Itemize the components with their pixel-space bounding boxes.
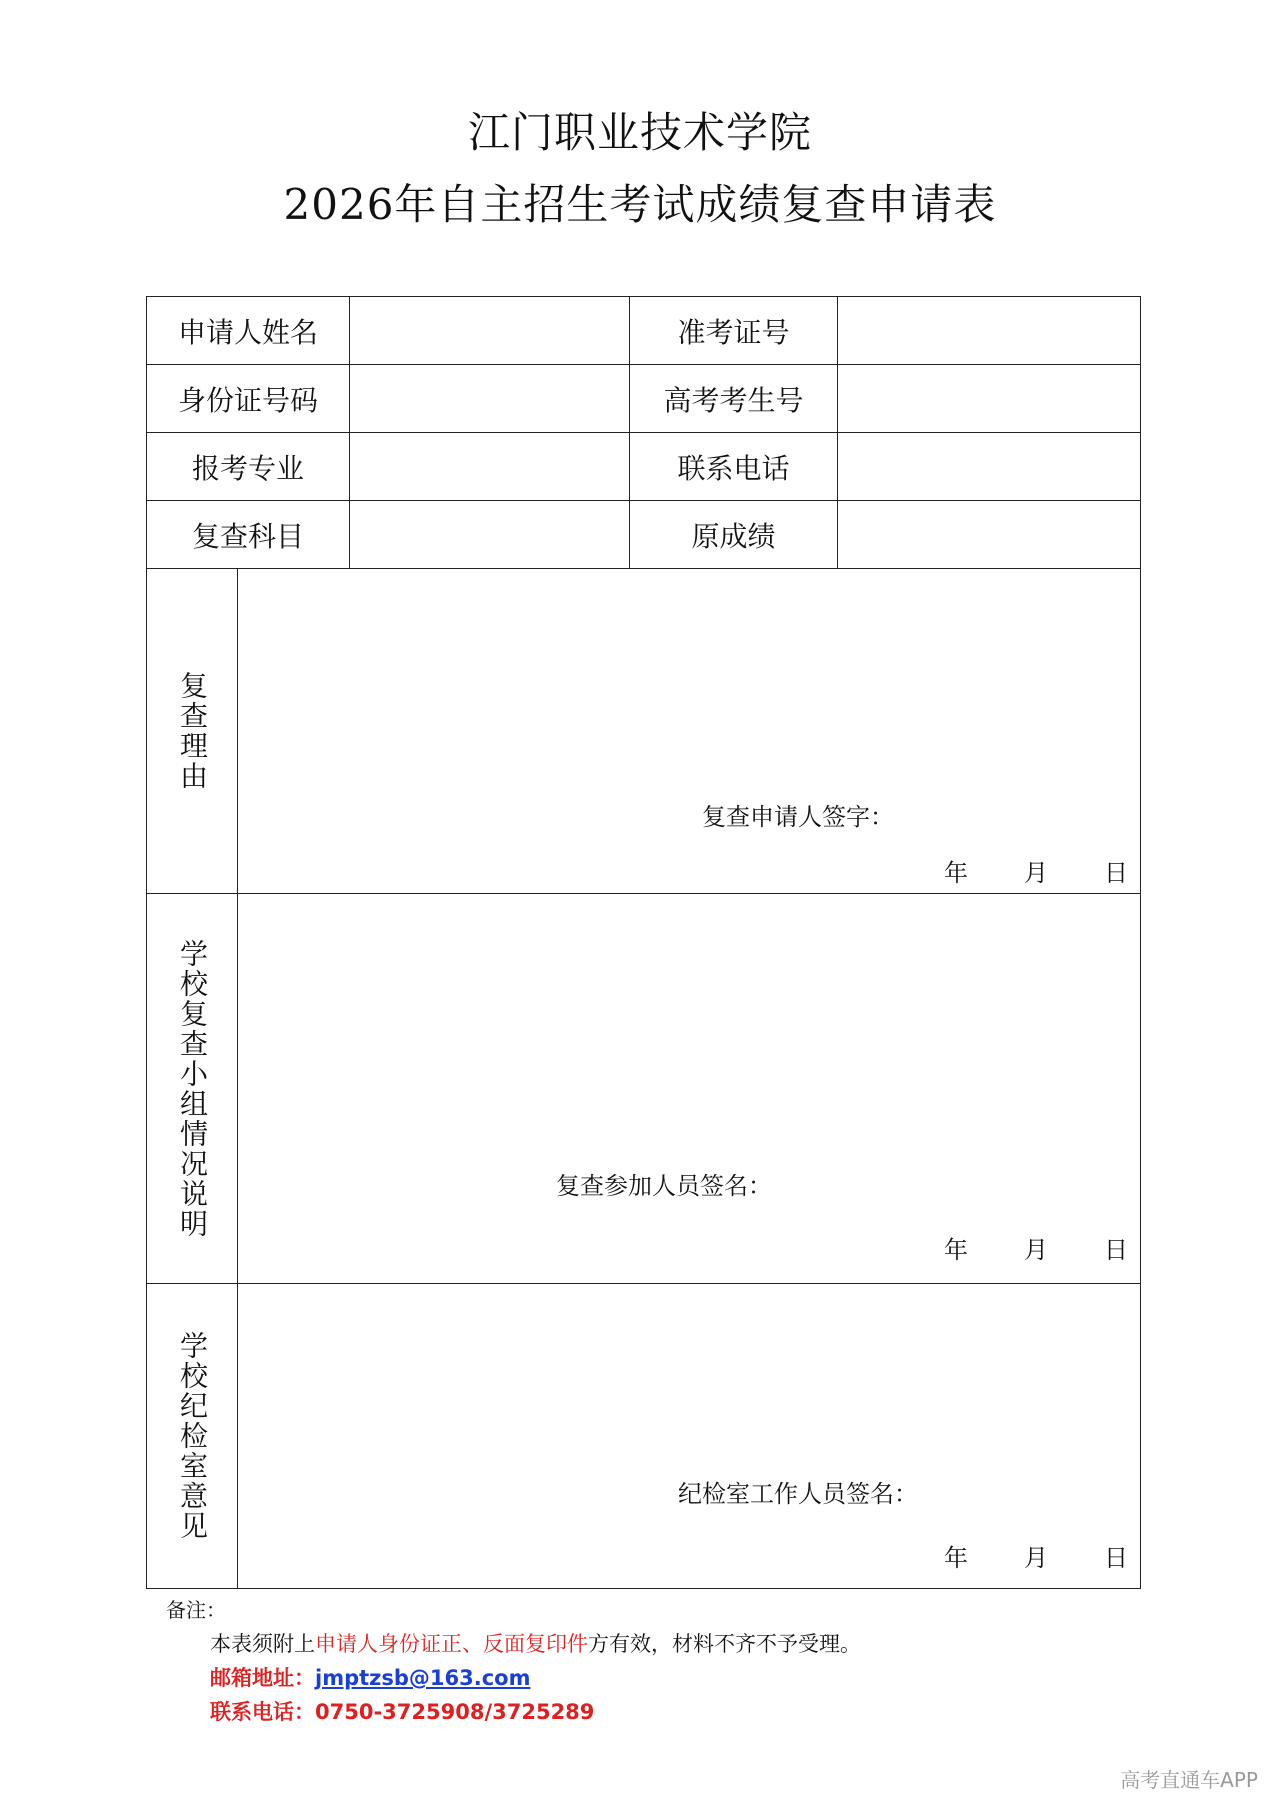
- label-applicant-name: 申请人姓名: [147, 297, 350, 365]
- note-phone-label: 联系电话：: [210, 1700, 315, 1724]
- input-major[interactable]: [350, 433, 630, 501]
- section-reason: [147, 569, 1141, 894]
- email-link[interactable]: jmptzsb@163.com: [315, 1666, 531, 1690]
- date-year: 年: [944, 859, 969, 887]
- input-original-score[interactable]: [838, 501, 1141, 569]
- date-year: 年: [944, 1544, 969, 1572]
- date-day: 日: [1104, 1544, 1129, 1572]
- note-phone: [210, 1696, 594, 1726]
- app-watermark: 高考直通车APP: [1120, 1768, 1258, 1792]
- date-day: 日: [1104, 1236, 1129, 1264]
- input-phone[interactable]: [838, 433, 1141, 501]
- label-gaokao-number: 高考考生号: [630, 365, 838, 433]
- date-line-discipline: [944, 1538, 1128, 1573]
- section-group: [147, 894, 1141, 1284]
- input-admission-ticket[interactable]: [838, 297, 1141, 365]
- input-subject[interactable]: [350, 501, 630, 569]
- label-discipline: 学校纪检室意见: [176, 1331, 209, 1541]
- label-original-score: 原成绩: [630, 501, 838, 569]
- label-id-number: 身份证号码: [147, 365, 350, 433]
- input-applicant-name[interactable]: [350, 297, 630, 365]
- label-subject: 复查科目: [147, 501, 350, 569]
- date-month: 月: [1024, 1236, 1049, 1264]
- signature-applicant: 复查申请人签字：: [702, 803, 894, 831]
- note-email-label: 邮箱地址：: [210, 1666, 315, 1690]
- signature-discipline: 纪检室工作人员签名：: [678, 1480, 918, 1508]
- input-gaokao-number[interactable]: [838, 365, 1141, 433]
- signature-group: 复查参加人员签名：: [556, 1172, 772, 1200]
- note-requirement-post: 方有效，材料不齐不予受理。: [588, 1632, 861, 1656]
- area-discipline[interactable]: [238, 1284, 1141, 1589]
- date-month: 月: [1024, 859, 1049, 887]
- form-row-name: [147, 297, 1141, 365]
- note-requirement-highlight: 申请人身份证正、反面复印件: [315, 1632, 588, 1656]
- note-phone-number: 0750-3725908/3725289: [315, 1700, 595, 1724]
- label-reason: 复查理由: [176, 671, 209, 791]
- label-discipline-cell: [147, 1284, 238, 1589]
- area-reason[interactable]: [238, 569, 1141, 894]
- label-group-cell: [147, 894, 238, 1284]
- date-line-reason: [944, 853, 1128, 888]
- label-admission-ticket: 准考证号: [630, 297, 838, 365]
- input-id-number[interactable]: [350, 365, 630, 433]
- note-requirement-pre: 本表须附上: [210, 1632, 315, 1656]
- form-title-school: 江门职业技术学院: [467, 108, 812, 157]
- date-year: 年: [944, 1236, 969, 1264]
- date-day: 日: [1104, 859, 1129, 887]
- notes-heading: 备注：: [166, 1598, 226, 1622]
- label-group: 学校复查小组情况说明: [176, 938, 209, 1239]
- area-group[interactable]: [238, 894, 1141, 1284]
- form-row-id: [147, 365, 1141, 433]
- form-row-major: [147, 433, 1141, 501]
- form-row-subject: [147, 501, 1141, 569]
- label-reason-cell: [147, 569, 238, 894]
- label-major: 报考专业: [147, 433, 350, 501]
- note-email: [210, 1662, 530, 1692]
- date-line-group: [944, 1230, 1128, 1265]
- label-phone: 联系电话: [630, 433, 838, 501]
- section-discipline: [147, 1284, 1141, 1589]
- form-title-main: 2026年自主招生考试成绩复查申请表: [283, 180, 997, 229]
- application-form-table: [146, 296, 1141, 1589]
- date-month: 月: [1024, 1544, 1049, 1572]
- note-requirement: [210, 1628, 861, 1658]
